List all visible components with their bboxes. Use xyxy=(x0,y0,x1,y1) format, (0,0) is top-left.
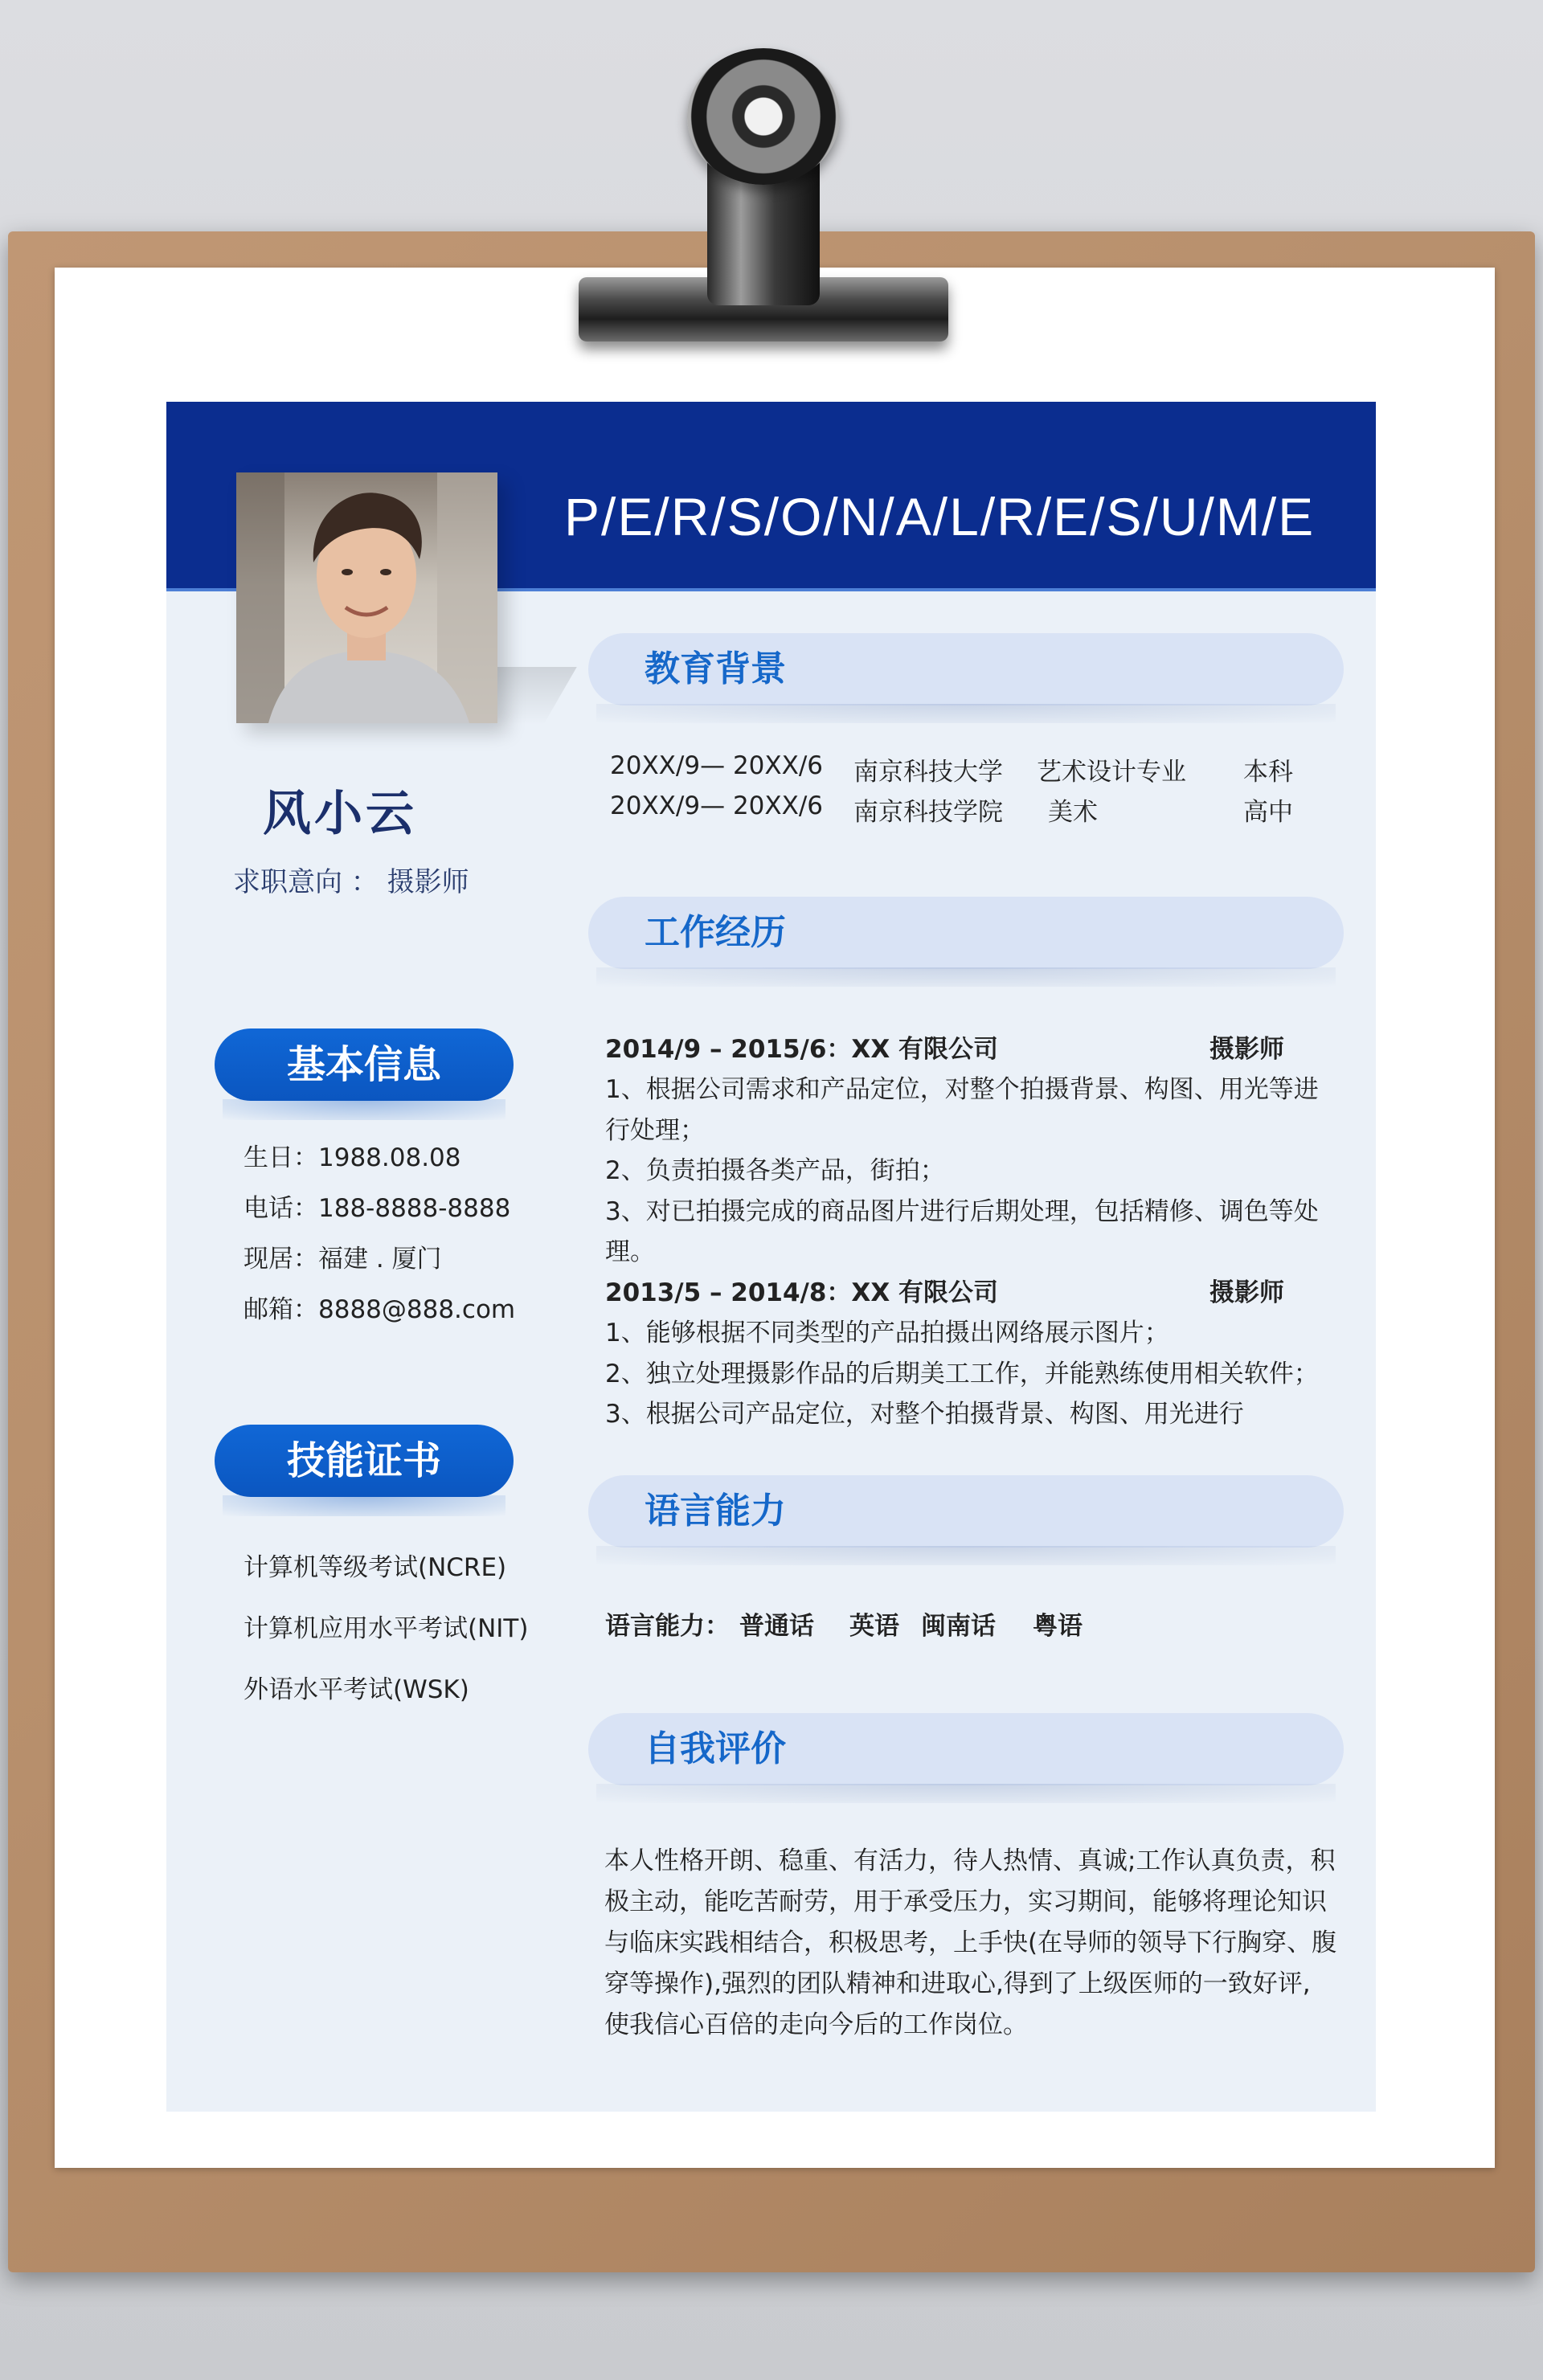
language-heading-shadow xyxy=(596,1546,1336,1565)
education-heading-label: 教育背景 xyxy=(645,648,786,689)
edu-period: 20XX/9— 20XX/6 xyxy=(610,791,824,820)
edu-major: 艺术设计专业 xyxy=(1037,758,1186,787)
job-duty-line: 1、能够根据不同类型的产品拍摄出网络展示图片； xyxy=(605,1319,1169,1347)
edu-school: 南京科技大学 xyxy=(853,758,1003,787)
self-eval-line: 极主动，能吃苦耐劳，用于承受压力，实习期间，能够将理论知识 xyxy=(604,1887,1327,1916)
language-item: 英语 xyxy=(849,1612,899,1641)
skill-item: 计算机等级考试(NCRE) xyxy=(244,1553,507,1582)
basic-info-heading-shadow xyxy=(223,1099,505,1120)
work-heading xyxy=(588,897,1344,969)
work-heading-label: 工作经历 xyxy=(645,912,786,953)
job-duty-line: 2、负责拍摄各类产品，街拍； xyxy=(605,1156,945,1185)
language-item: 普通话 xyxy=(739,1612,814,1641)
language-item: 闽南话 xyxy=(921,1612,996,1641)
job-duty-line: 1、根据公司需求和产品定位，对整个拍摄背景、构图、用光等进 xyxy=(605,1075,1319,1104)
language-heading xyxy=(588,1475,1344,1548)
job-role: 摄影师 xyxy=(1209,1278,1284,1307)
skill-item: 外语水平考试(WSK) xyxy=(244,1675,469,1704)
education-heading-shadow xyxy=(596,704,1336,723)
edu-major: 美术 xyxy=(1048,798,1098,827)
job-role: 摄影师 xyxy=(1209,1035,1284,1064)
job-duty-line: 行处理； xyxy=(605,1116,705,1145)
self-eval-heading-shadow xyxy=(596,1784,1336,1803)
job-header: 2014/9 – 2015/6：XX 有限公司 xyxy=(605,1035,999,1064)
edu-period: 20XX/9— 20XX/6 xyxy=(610,751,824,780)
edu-school: 南京科技学院 xyxy=(853,798,1003,827)
self-eval-line: 使我信心百倍的走向今后的工作岗位。 xyxy=(604,2010,1028,2039)
education-heading xyxy=(588,633,1344,705)
skill-item: 计算机应用水平考试(NIT) xyxy=(244,1614,529,1643)
portrait-illustration xyxy=(236,472,497,723)
skills-heading-shadow xyxy=(223,1495,505,1516)
info-birthday: 生日：1988.08.08 xyxy=(244,1143,461,1172)
info-phone: 电话：188-8888-8888 xyxy=(244,1194,511,1223)
skills-heading: 技能证书 xyxy=(215,1425,514,1497)
self-eval-line: 与临床实践相结合，积极思考，上手快(在导师的领导下行胸穿、腹 xyxy=(604,1928,1337,1957)
job-duty-line: 3、对已拍摄完成的商品图片进行后期处理，包括精修、调色等处 xyxy=(605,1197,1319,1226)
self-eval-line: 本人性格开朗、稳重、有活力，待人热情、真诚;工作认真负责，积 xyxy=(604,1846,1336,1875)
resume-title: P/E/R/S/O/N/A/L/R/E/S/U/M/E xyxy=(564,487,1316,546)
candidate-name: 风小云 xyxy=(263,786,417,842)
language-item: 粤语 xyxy=(1033,1612,1083,1641)
clip-ring xyxy=(687,48,840,185)
job-duty-line: 3、根据公司产品定位，对整个拍摄背景、构图、用光进行 xyxy=(605,1400,1244,1429)
language-label: 语言能力： xyxy=(605,1612,730,1641)
job-duty-line: 理。 xyxy=(605,1237,655,1266)
edu-degree: 本科 xyxy=(1243,758,1293,787)
info-residence: 现居：福建 . 厦门 xyxy=(244,1245,442,1274)
basic-info-heading: 基本信息 xyxy=(215,1028,514,1101)
self-eval-heading xyxy=(588,1713,1344,1785)
job-header: 2013/5 – 2014/8：XX 有限公司 xyxy=(605,1278,999,1307)
profile-photo xyxy=(236,472,497,723)
work-heading-shadow xyxy=(596,967,1336,987)
resume xyxy=(166,402,1376,2112)
profile-photo-frame xyxy=(236,472,497,723)
self-eval-heading-label: 自我评价 xyxy=(645,1728,786,1769)
job-intent: 求职意向 ： 摄影师 xyxy=(233,866,469,898)
language-heading-label: 语言能力 xyxy=(645,1491,786,1531)
self-eval-line: 穿等操作),强烈的团队精神和进取心,得到了上级医师的一致好评, xyxy=(604,1969,1311,1998)
edu-degree: 高中 xyxy=(1243,798,1293,827)
binder-clip xyxy=(579,48,948,354)
info-email: 邮箱：8888@888.com xyxy=(244,1295,516,1324)
job-duty-line: 2、独立处理摄影作品的后期美工工作，并能熟练使用相关软件； xyxy=(605,1360,1319,1388)
